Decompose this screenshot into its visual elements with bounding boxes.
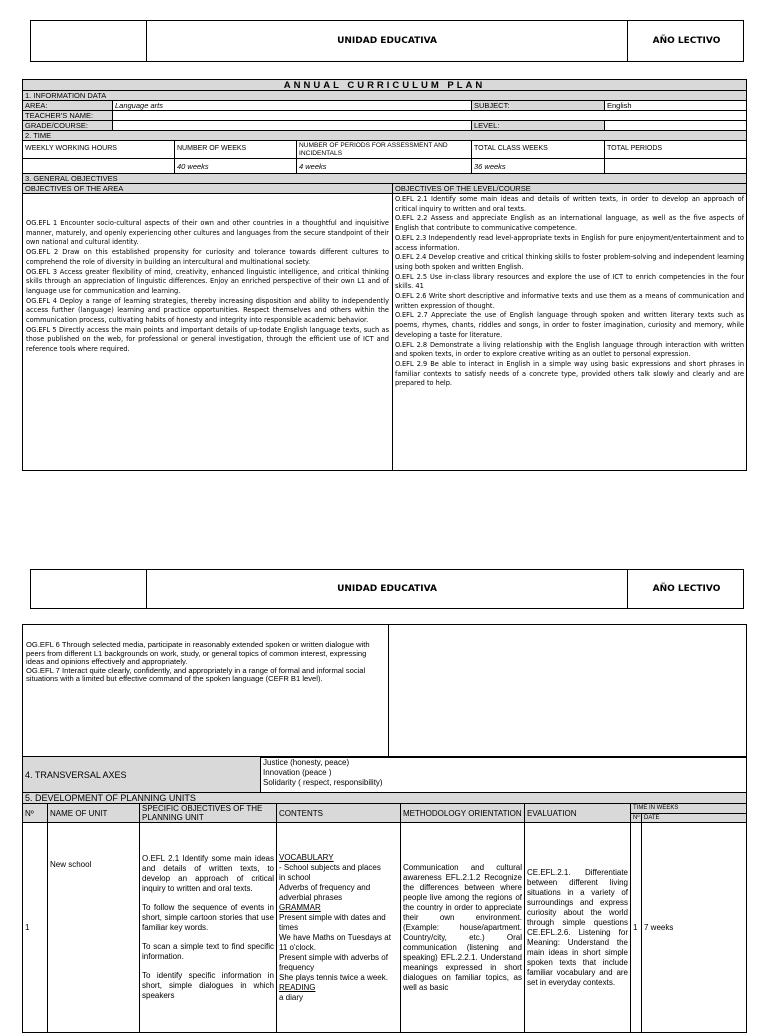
time-value-periods: 4 weeks — [297, 159, 472, 174]
unit-time-date: 7 weeks — [642, 823, 747, 1033]
header-box-2 — [30, 569, 744, 609]
plan-title: ANNUAL CURRICULUM PLAN — [23, 80, 747, 91]
level-objectives-cell — [393, 194, 747, 471]
time-value-class-weeks: 36 weeks — [472, 159, 605, 174]
time-header-total-periods: TOTAL PERIODS — [605, 141, 747, 159]
area-objectives-header: OBJECTIVES OF THE AREA — [23, 184, 393, 194]
level-objective: O.EFL 2.3 Independently read level-appropriate texts in English for pure enjoyment/entertainment and to access information. — [395, 233, 745, 252]
area-label: AREA: — [23, 101, 113, 111]
transversal-axes-table — [22, 756, 746, 793]
time-value-total-periods — [605, 159, 747, 174]
col-header-time-number: Nº — [631, 813, 642, 823]
col-header-specific-objectives: SPECIFIC OBJECTIVES OF THE PLANNING UNIT — [140, 804, 277, 823]
contents-line: Present simple with dates and times — [279, 912, 386, 932]
unit-methodology: Communication and cultural awareness EFL.2.1.2 Recognize the differences between where people live among the regions of the country in order to appreciate their own environment. (Example: house/apartment. Country/city, etc.) Oral communication (listening and speaking) EFL.2.2.1. Understand meanings expressed in short dialogues on familiar topics, as well as basic — [401, 823, 525, 1033]
unit-objective: To follow the sequence of events in short, simple cartoon stories that use familiar key words. — [142, 903, 274, 932]
time-header-class-weeks: TOTAL CLASS WEEKS — [472, 141, 605, 159]
subject-value: English — [605, 101, 747, 111]
transversal-axis: Innovation (peace ) — [263, 768, 332, 777]
unit-number: 1 — [23, 823, 48, 1033]
col-header-time-date: DATE — [642, 813, 747, 823]
area-objectives-cell — [23, 194, 393, 471]
contents-line: a diary — [279, 992, 304, 1002]
planning-units-table — [22, 792, 746, 1033]
area-objective: OG.EFL 4 Deploy a range of learning strategies, thereby increasing disposition and ability to independently access further (language) learning and practice opportunities. Respect themselves and others within the communication process, cultivating habits of honesty and integrity into responsible academic behavior. — [26, 296, 389, 325]
level-objective: O.EFL 2.1 Identify some main ideas and details of written texts, in order to develop an approach of critical inquiry to written and oral texts. — [395, 195, 745, 213]
unit-objective: O.EFL 2.1 Identify some main ideas and details of written texts, to develop an approach of critical inquiry to written and oral texts. — [142, 854, 274, 893]
col-header-number: Nº — [23, 804, 48, 823]
time-header-periods: NUMBER OF PERIODS FOR ASSESSMENT AND INCIDENTALS — [297, 141, 472, 159]
level-objective: O.EFL 2.4 Develop creative and critical thinking skills to foster problem-solving and independent learning using both spoken and written English. — [395, 253, 745, 271]
header-box-1 — [30, 20, 744, 62]
col-header-contents: CONTENTS — [277, 804, 401, 823]
contents-line: Present simple with adverbs of frequency — [279, 952, 388, 972]
section-information-data: 1. INFORMATION DATA — [23, 91, 747, 101]
unit-contents-cell — [277, 823, 401, 1033]
extra-objectives-cell — [23, 625, 389, 758]
level-objective: O.EFL 2.2 Assess and appreciate English as an international language, as well as the five aspects of English that contribute to communicative competence. — [395, 214, 745, 233]
unit-name: New school — [48, 823, 140, 1033]
contents-line: Adverbs of frequency and adverbial phrases — [279, 882, 371, 902]
level-objective: O.EFL 2.8 Demonstrate a living relationship with the English language through interaction with written and spoken texts, in order to explore creative writing as an outlet to personal expression. — [395, 340, 745, 359]
contents-line: in school — [279, 872, 311, 882]
time-header-weeks: NUMBER OF WEEKS — [175, 141, 297, 159]
contents-line: We have Maths on Tuesdays at 11 o'clock. — [279, 932, 391, 952]
unit-objectives-cell — [140, 823, 277, 1033]
area-objective: OG.EFL 7 Interact quite clearly, confidently, and appropriately in a range of formal and informal social situations with a limited but effective command of the spoken language (CEFR B1 level). — [26, 665, 366, 684]
area-objective: OG.EFL 3 Access greater flexibility of mind, creativity, enhanced linguistic intelligence, and critical thinking skills through an appreciation of linguistic differences. Enjoy an enriched perspective of their own L1 and of language use for communication and learning. — [26, 267, 389, 295]
col-header-time: TIME IN WEEKS — [631, 804, 747, 814]
contents-heading: VOCABULARY — [279, 852, 334, 862]
section-time: 2. TIME — [23, 131, 747, 141]
teacher-label: TEACHER'S NAME: — [23, 111, 113, 121]
unit-objective: To scan a simple text to find specific information. — [142, 942, 274, 961]
area-objective: OG.EFL 1 Encounter socio-cultural aspects of their own and other countries in a thoughtful and inquisitive manner, maturely, and openly experiencing other cultures and languages from the secure standpoint of their own national and cultural identity. — [26, 219, 389, 247]
level-objective: O.EFL 2.6 Write short descriptive and informative texts and use them as a means of communication and written expression of thought. — [395, 292, 745, 310]
unit-evaluation: CE.EFL.2.1. Differentiate between different living situations in a variety of surroundings and express curiosity about the world through simple questions CE.EFL.2.6. Listening for Meaning: Understand the main ideas in short simple spoken texts that include familiar vocabulary and are set in everyday contexts. — [525, 823, 631, 1033]
unit-objective: To identify specific information in short, simple dialogues in which speakers — [142, 971, 274, 1000]
time-value-weeks: 40 weeks — [175, 159, 297, 174]
institution-name: UNIDAD EDUCATIVA — [337, 584, 437, 594]
school-year-label: AÑO LECTIVO — [652, 36, 721, 46]
level-value — [605, 121, 747, 131]
col-header-unit-name: NAME OF UNIT — [48, 804, 140, 823]
level-objective: O.EFL 2.5 Use in-class library resources and explore the use of ICT to enrich competencies in the four skills. 41 — [395, 272, 745, 291]
objectives-continuation-table — [22, 624, 746, 758]
contents-heading: GRAMMAR — [279, 902, 321, 912]
grade-label: GRADE/COURSE: — [23, 121, 113, 131]
transversal-axes-list — [261, 757, 747, 793]
level-objective: O.EFL 2.9 Be able to interact in English in a simple way using basic expressions and short phrases in familiar contexts to satisfy needs of a concrete type, provided others talk slowly and clearly and are prepared to help. — [395, 359, 745, 388]
transversal-axis: Solidarity ( respect, responsibility) — [263, 778, 383, 787]
contents-line: She plays tennis twice a week. — [279, 972, 388, 982]
level-label: LEVEL: — [472, 121, 605, 131]
section-planning-units: 5. DEVELOPMENT OF PLANNING UNITS — [23, 793, 747, 804]
section-general-objectives: 3. GENERAL OBJECTIVES — [23, 174, 747, 184]
teacher-value — [113, 111, 747, 121]
time-header-weekly-hours: WEEKLY WORKING HOURS — [23, 141, 175, 159]
col-header-methodology: METHODOLOGY ORIENTATION — [401, 804, 525, 823]
institution-name: UNIDAD EDUCATIVA — [337, 36, 437, 46]
extra-objectives-empty-cell — [389, 625, 747, 758]
section-transversal-axes: 4. TRANSVERSAL AXES — [23, 757, 261, 793]
level-objective: O.EFL 2.7 Appreciate the use of English language through spoken and written literary texts such as poems, rhymes, chants, riddles and songs, in order to foster imagination, curiosity and memory, while developing a taste for literature. — [395, 311, 745, 339]
area-objective: OG.EFL 5 Directly access the main points and important details of up-todate English language texts, such as those published on the web, for professional or general investigation, through the efficient use of ICT and reference tools where required. — [26, 325, 389, 354]
col-header-evaluation: EVALUATION — [525, 804, 631, 823]
area-objective: OG.EFL 2 Draw on this established propensity for curiosity and tolerance towards different cultures to comprehend the role of diversity in building an intercultural and multinational society. — [26, 248, 389, 266]
time-value-weekly-hours — [23, 159, 175, 174]
transversal-axis: Justice (honesty, peace) — [263, 758, 350, 767]
subject-label: SUBJECT: — [472, 101, 605, 111]
annual-plan-table — [22, 79, 746, 471]
contents-heading: READING — [279, 982, 316, 992]
contents-line: - School subjects and places — [279, 862, 381, 872]
school-year-label: AÑO LECTIVO — [652, 584, 721, 594]
grade-value — [113, 121, 472, 131]
unit-time-number: 1 — [631, 823, 642, 1033]
level-objectives-header: OBJECTIVES OF THE LEVEL/COURSE — [393, 184, 747, 194]
area-objective: OG.EFL 6 Through selected media, participate in reasonably extended spoken or written dialogue with peers from different L1 backgrounds on work, study, or general topics of common interest, expressing ideas and opinions effectively and appropriately. — [26, 640, 370, 667]
area-value: Language arts — [113, 101, 472, 111]
